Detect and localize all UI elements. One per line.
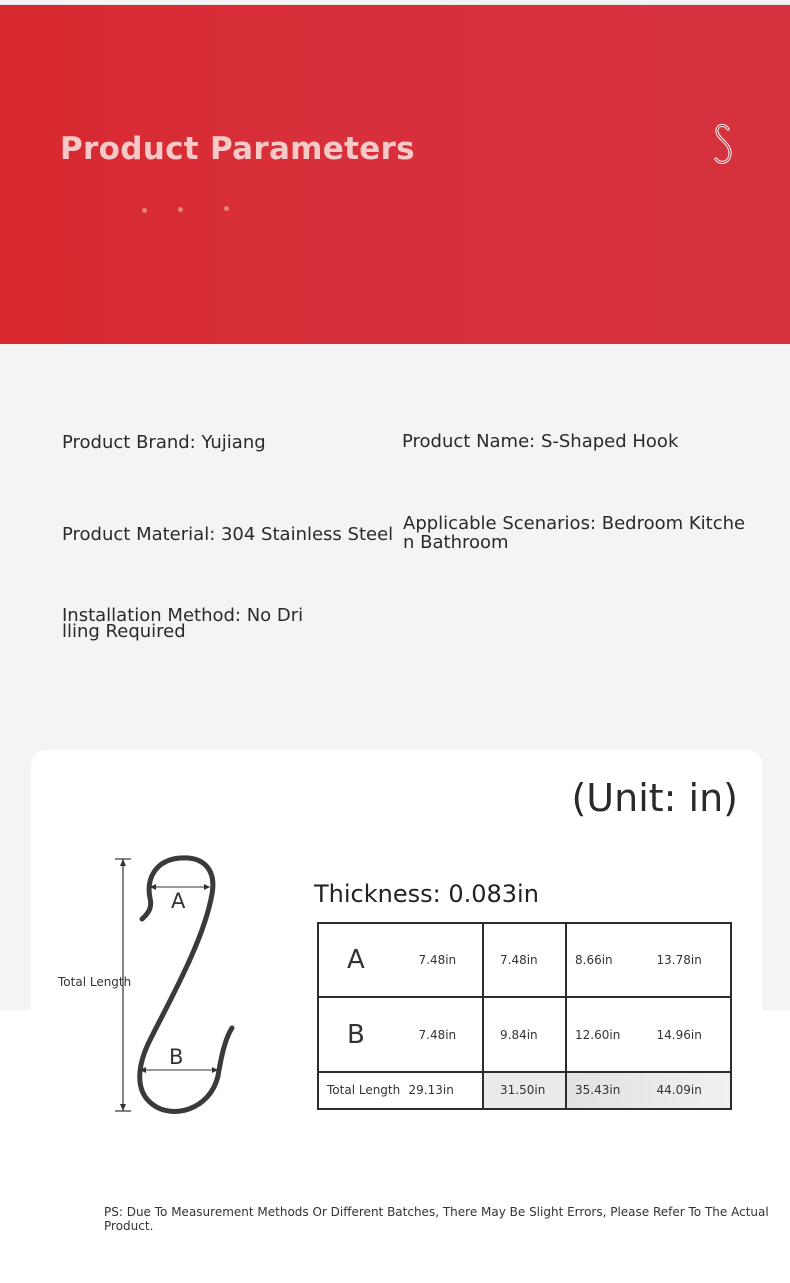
cell-value: 7.48in xyxy=(418,1027,457,1042)
table-cell xyxy=(566,997,731,1071)
header-banner xyxy=(0,4,790,344)
cell-value: 9.84in xyxy=(483,997,566,1071)
table-cell xyxy=(318,997,483,1071)
dimension-b-label: B xyxy=(169,1045,184,1069)
cell-value: 31.50in xyxy=(483,1072,566,1109)
cell-value: 8.66in xyxy=(575,953,613,968)
table-cell xyxy=(318,1072,483,1109)
param-scenarios-line1: Applicable Scenarios: Bedroom Kitche xyxy=(403,513,746,534)
param-installation xyxy=(62,605,304,642)
unit-label: (Unit: in) xyxy=(571,776,738,820)
cell-value: 7.48in xyxy=(483,923,566,997)
param-brand: Product Brand: Yujiang xyxy=(62,432,266,453)
row-label: Total Length xyxy=(327,1083,401,1098)
param-scenarios-line2: n Bathroom xyxy=(403,532,509,553)
table-row xyxy=(318,923,731,997)
cell-value: 35.43in xyxy=(575,1083,621,1098)
table-cell xyxy=(318,923,483,997)
table-cell xyxy=(566,1072,731,1109)
thickness-label: Thickness: 0.083in xyxy=(314,880,539,908)
row-label: B xyxy=(347,1019,365,1050)
cell-value: 7.48in xyxy=(418,953,457,968)
param-installation-line1: Installation Method: No Dri xyxy=(62,605,304,626)
cell-value: 14.96in xyxy=(656,1027,702,1042)
row-label: A xyxy=(347,945,365,976)
param-name: Product Name: S-Shaped Hook xyxy=(402,431,679,452)
cell-value: 12.60in xyxy=(575,1027,621,1042)
dimension-a-label: A xyxy=(171,889,186,913)
table-cell xyxy=(566,923,731,997)
cell-value: 44.09in xyxy=(656,1083,702,1098)
disclaimer-note: PS: Due To Measurement Methods Or Different Batches, There May Be Slight Errors, Please Refer To The Actual Product. xyxy=(104,1205,769,1233)
cell-value: 13.78in xyxy=(656,953,702,968)
product-parameters xyxy=(0,343,790,763)
param-installation-line2: lling Required xyxy=(62,621,186,642)
param-scenarios xyxy=(403,514,745,552)
table-row xyxy=(318,1072,731,1109)
param-material: Product Material: 304 Stainless Steel xyxy=(62,524,394,545)
page-title: Product Parameters xyxy=(60,131,415,167)
total-length-label: Total Length xyxy=(58,975,132,989)
s-hook-icon xyxy=(708,121,738,169)
size-table xyxy=(317,922,732,1110)
cell-value: 29.13in xyxy=(408,1083,454,1098)
table-row xyxy=(318,997,731,1071)
